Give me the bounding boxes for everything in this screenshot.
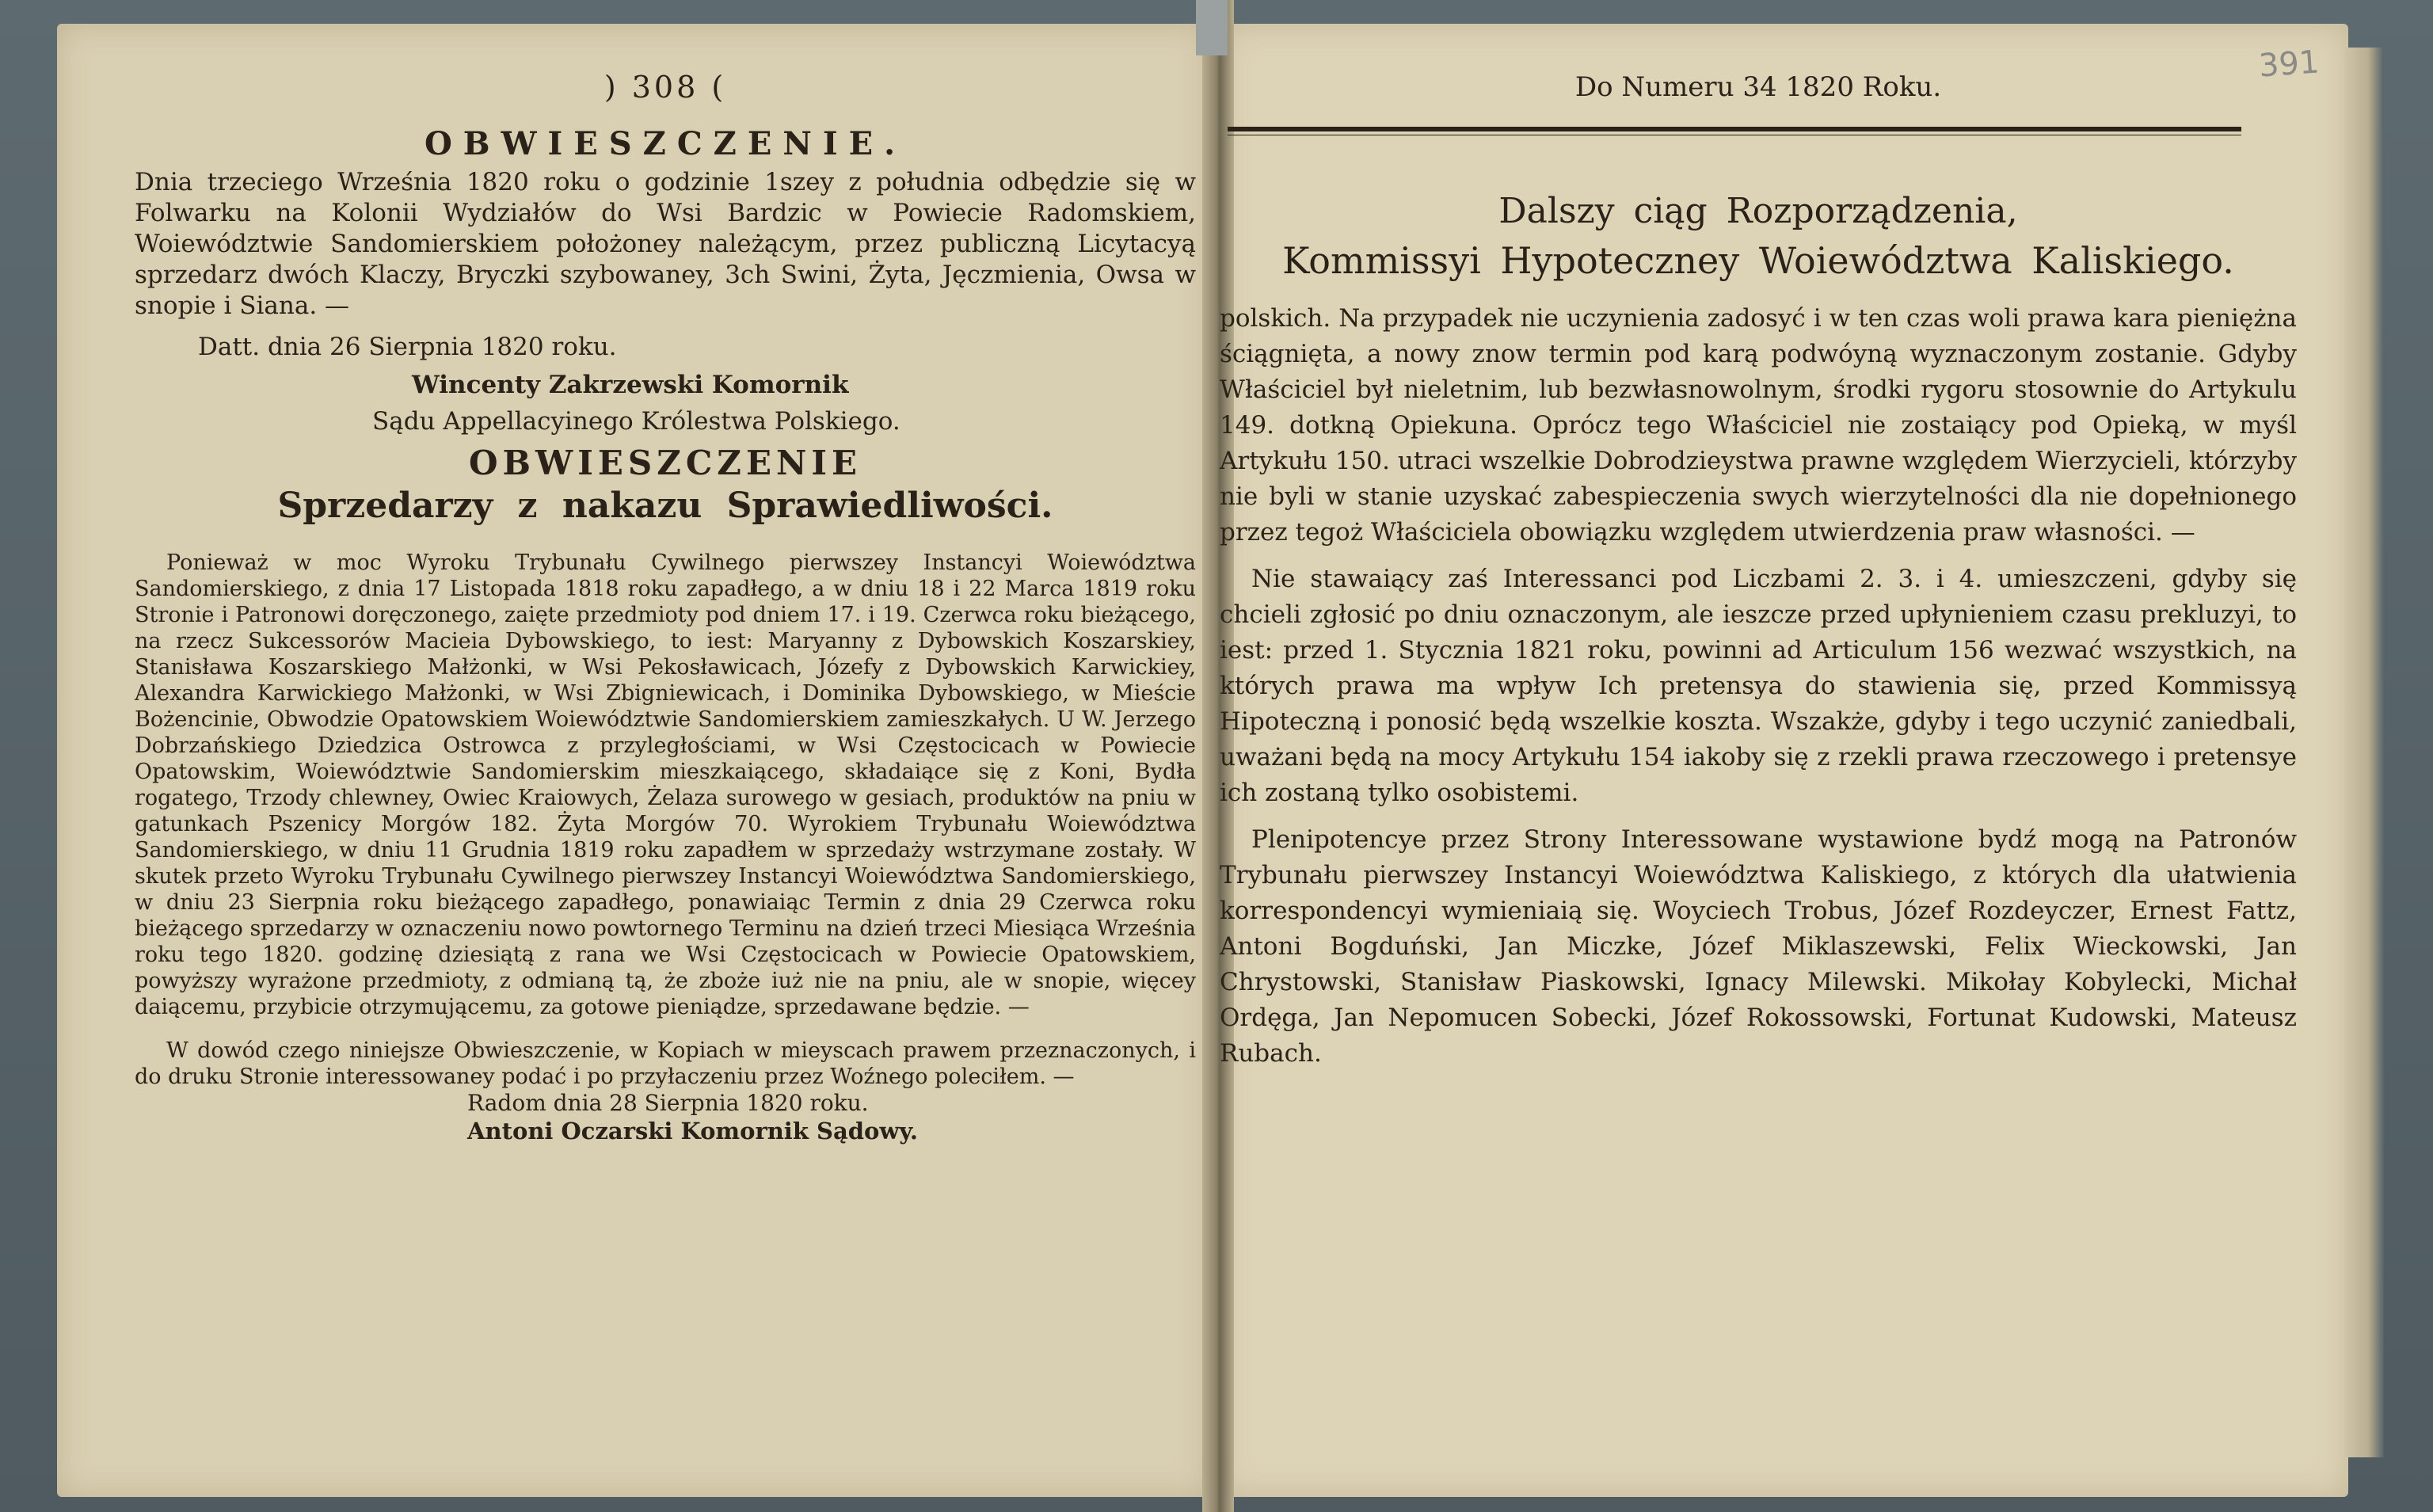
left-column xyxy=(135,70,1196,1144)
right-column xyxy=(1220,55,2297,1072)
notice-signature: Wincenty Zakrzewski Komornik xyxy=(412,371,849,399)
notice-heading: OBWIESZCZENIE. xyxy=(424,125,907,162)
issue-header: Do Numeru 34 1820 Roku. xyxy=(1574,71,1942,103)
binding-tab xyxy=(1196,0,1228,55)
page-edge xyxy=(2344,48,2384,1457)
notice2-heading: OBWIESZCZENIE xyxy=(468,444,862,482)
article-paragraph: polskich. Na przypadek nie uczynienia zadosyć i w ten czas woli prawa kara pieniężna ściągnięta, a nowy znow termin pod karą podwóyną wyznaczonym zostanie. Gdyby Właściciel był nieletnim, lub bezwłasnowolnym, środki rygoru stosownie do Artykulu 149. dotkną Opiekuna. Oprócz tego Właściciel nie zostaiący pod Opieką, w myśl Artykułu 150. utraci wszelkie Dobrodzieystwa prawne względem Wierzycieli, którzyby nie byli w stanie uzyskać zabespieczenia swych wierzytelności dla nie dopełnionego przez tegoż Właściciela obowiązku względem utwierdzenia praw własności. — xyxy=(1220,304,2297,547)
article-title-line2: Kommissyi Hypoteczney Woiewództwa Kaliskiego. xyxy=(1282,239,2234,282)
notice-body: Dnia trzeciego Września 1820 roku o godzinie 1szey z południa odbędzie się w Folwarku na Kolonii Wydziałów do Wsi Bardzic w Powiecie Radomskiem, Woiewództwie Sandomierskiem położoney należącym, przez publiczną Licytacyą sprzedarz dwóch Klaczy, Bryczki szybowaney, 3ch Swini, Żyta, Jęczmienia, Owsa w snopie i Siana. — xyxy=(135,168,1196,320)
notice2-closing: W dowód czego niniejsze Obwieszczenie, w Kopiach w mieyscach prawem przeznaczonych, i do druku Stronie interessowaney podać i po przyłaczeniu przez Woźnego poleciłem. — xyxy=(135,1038,1196,1089)
notice2-body: Ponieważ w moc Wyroku Trybunału Cywilnego pierwszey Instancyi Woiewództwa Sandomierskiego, z dnia 17 Listopada 1818 roku zapadłego, a w dniu 18 i 22 Marca 1819 roku Stronie i Patronowi doręczonego, zaięte przedmioty pod dniem 17. i 19. Czerwca roku bieżącego, na rzecz Sukcessorów Macieia Dybowskiego, to iest: Maryanny z Dybowskich Koszarskiey, Stanisława Koszarskiego Małżonki, w Wsi Pekosławicach, Józefy z Dybowskich Karwickiey, Alexandra Karwickiego Małżonki, w Wsi Zbigniewicach, i Dominika Dybowskiego, w Mieście Bożencinie, Obwodzie Opatowskiem Woiewództwie Sandomierskiem zamieszkałych. U W. Jerzego Dobrzańskiego Dziedzica Ostrowca z przyległościami, w Wsi Częstocicach w Powiecie Opatowskim, Woiewództwie Sandomierskim mieszkaiącego, składaiące się z Koni, Bydła rogatego, Trzody chlewney, Owiec Kraiowych, Żelaza surowego w gesiach, produktów na pniu w gatunkach Pszenicy Morgów 182. Żyta Morgów 70. Wyrokiem Trybunału Woiewództwa Sandomierskiego, w dniu 11 Grudnia 1819 roku zapadłem w sprzedaży wstrzymane zostały. W skutek przeto Wyroku Trybunału Cywilnego pierwszey Instancyi Woiewództwa Sandomierskiego, w dniu 23 Sierpnia roku bieżącego zapadłego, ponawiaiąc Termin z dnia 29 Czerwca roku bieżącego sprzedarzy w oznaczeniu nowo powtornego Terminu na dzień trzeci Miesiąca Września roku tego 1820. godzinę dziesiątą z rana we Wsi Częstocicach w Powiecie Opatowskiem, powyższy wyrażone przedmioty, z odmianą tą, że zboże iuż nie na pniu, ale w snopie, więcey daiącemu, przybicie otrzymującemu, za gotowe pieniądze, sprzedawane będzie. — xyxy=(135,550,1196,1019)
article-title-line1: Dalszy ciąg Rozporządzenia, xyxy=(1498,191,2018,231)
page-number: ) 308 ( xyxy=(603,70,727,105)
header-rule xyxy=(1228,127,2241,131)
notice2-place-date: Radom dnia 28 Sierpnia 1820 roku. xyxy=(467,1090,869,1116)
notice2-subheading: Sprzedarzy z nakazu Sprawiedliwości. xyxy=(277,486,1053,526)
notice-court: Sądu Appellacyinego Królestwa Polskiego. xyxy=(372,407,900,436)
article-paragraph: Nie stawaiący zaś Interessanci pod Liczbami 2. 3. i 4. umieszczeni, gdyby się chcieli zgłosić po dniu oznaczonym, ale ieszcze przed upłynieniem czasu prekluzyi, to iest: przed 1. Stycznia 1821 roku, powinni ad Articulum 156 wezwać wszystkich, na których prawa ma wpływ Ich pretensya do stawienia się, przed Kommissyą Hipoteczną i ponosić będą wszelkie koszta. Wszakże, gdyby i tego uczynić zaniedbali, uważani będą na mocy Artykułu 154 iakoby się z rzekli prawa rzeczowego i pretensye ich zostaną tylko osobistemi. xyxy=(1220,565,2297,807)
notice-date: Datt. dnia 26 Sierpnia 1820 roku. xyxy=(198,333,617,361)
notice2-signature: Antoni Oczarski Komornik Sądowy. xyxy=(467,1118,918,1144)
pencil-annotation: 391 xyxy=(2257,44,2321,85)
article-paragraph: Plenipotencye przez Strony Interessowane wystawione bydź mogą na Patronów Trybunału pierwszey Instancyi Woiewództwa Kaliskiego, z których dla ułatwienia korrespondencyi wymieniaią się. Woyciech Trobus, Józef Rozdeyczer, Ernest Fattz, Antoni Bogduński, Jan Miczke, Józef Miklaszewski, Felix Wieckowski, Jan Chrystowski, Stanisław Piaskowski, Ignacy Milewski. Mikołay Kobylecki, Michał Ordęga, Jan Nepomucen Sobecki, Józef Rokossowski, Fortunat Kudowski, Mateusz Rubach. xyxy=(1220,825,2297,1068)
